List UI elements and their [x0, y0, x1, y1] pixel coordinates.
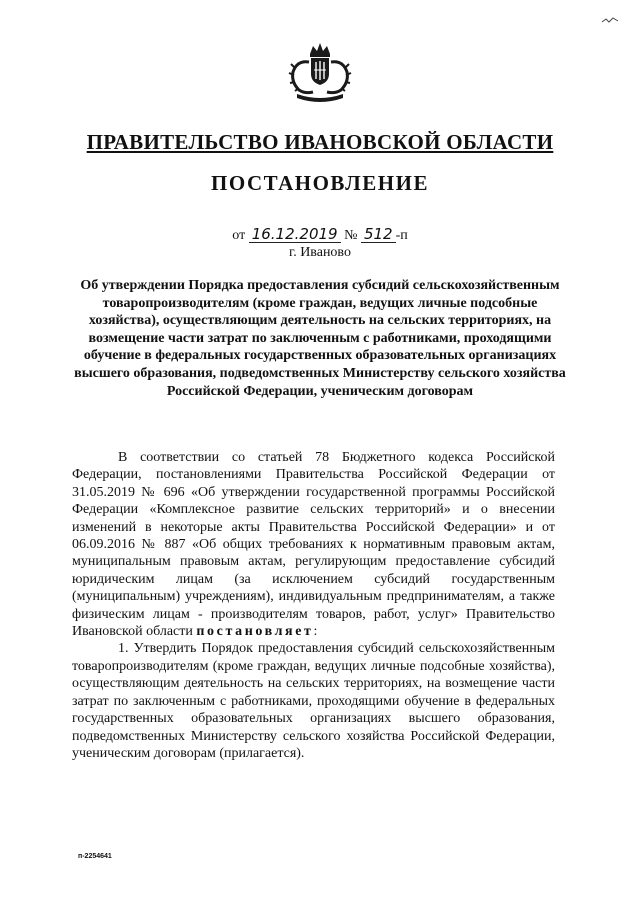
handwritten-date: 16.12.2019	[249, 227, 341, 243]
resolution-subject: Об утверждении Порядка предоставления субсидий сельскохозяйственным товаропроизводителям (кроме граждан, ведущих личные подсобные хозяйства), осуществляющим деятельность на сельских территориях, на возмещение части затрат по заключенным с работниками, проходящими обучение в федеральных государственных образовательных организациях высшего образования, подведомственных Министерству сельского хозяйства Российской Федерации, ученическим договорам	[74, 278, 566, 399]
date-number-line	[0, 227, 640, 244]
item-1-paragraph	[72, 640, 555, 762]
government-title: ПРАВИТЕЛЬСТВО ИВАНОВСКОЙ ОБЛАСТИ	[86, 130, 554, 154]
date-prefix: от	[232, 228, 246, 243]
number-suffix: -п	[395, 228, 408, 243]
preamble-paragraph	[72, 449, 555, 640]
decree-colon: :	[313, 624, 318, 640]
number-sign: №	[344, 228, 358, 243]
handwritten-number: 512	[361, 227, 396, 243]
city-line: г. Иваново	[289, 245, 351, 260]
item-1-number: 1.	[118, 641, 129, 657]
decree-word: постановляет	[196, 624, 314, 640]
preamble-text: В соответствии со статьей 78 Бюджетного кодекса Российской Федерации, постановлениями Правительства Российской Федерации от 31.05.2019 № 696 «Об утверждении государственной программы Российской Федерации «Комплексное развитие сельских территорий» и о внесении изменений в некоторые акты Правительства Российской Федерации» и от 06.09.2016 № 887 «Об общих требованиях к нормативным правовым актам, муниципальным правовым актам, регулирующим предоставление субсидий юридическим лицам (за исключением субсидий государственным (муниципальным) учреждениям), индивидуальным предпринимателям, а также физическим лицам - производителям товаров, работ, услуг» Правительство Ивановской области	[72, 450, 555, 640]
document-code: п-2254641	[78, 853, 112, 860]
document-type-title: ПОСТАНОВЛЕНИЕ	[211, 171, 429, 195]
resolution-body	[72, 449, 555, 762]
coat-of-arms-icon	[283, 40, 357, 106]
corner-mark-icon	[600, 14, 620, 26]
item-1-text: Утвердить Порядок предоставления субсидий сельскохозяйственным товаропроизводителям (кроме граждан, ведущих личные подсобные хозяйства), осуществляющим деятельность на сельских территориях, на возмещение части затрат по заключенным с работниками, проходящими обучение в федеральных государственных образовательных организациях высшего образования, подведомственных Министерству сельского хозяйства Российской Федерации, ученическим договорам (прилагается).	[72, 641, 556, 761]
